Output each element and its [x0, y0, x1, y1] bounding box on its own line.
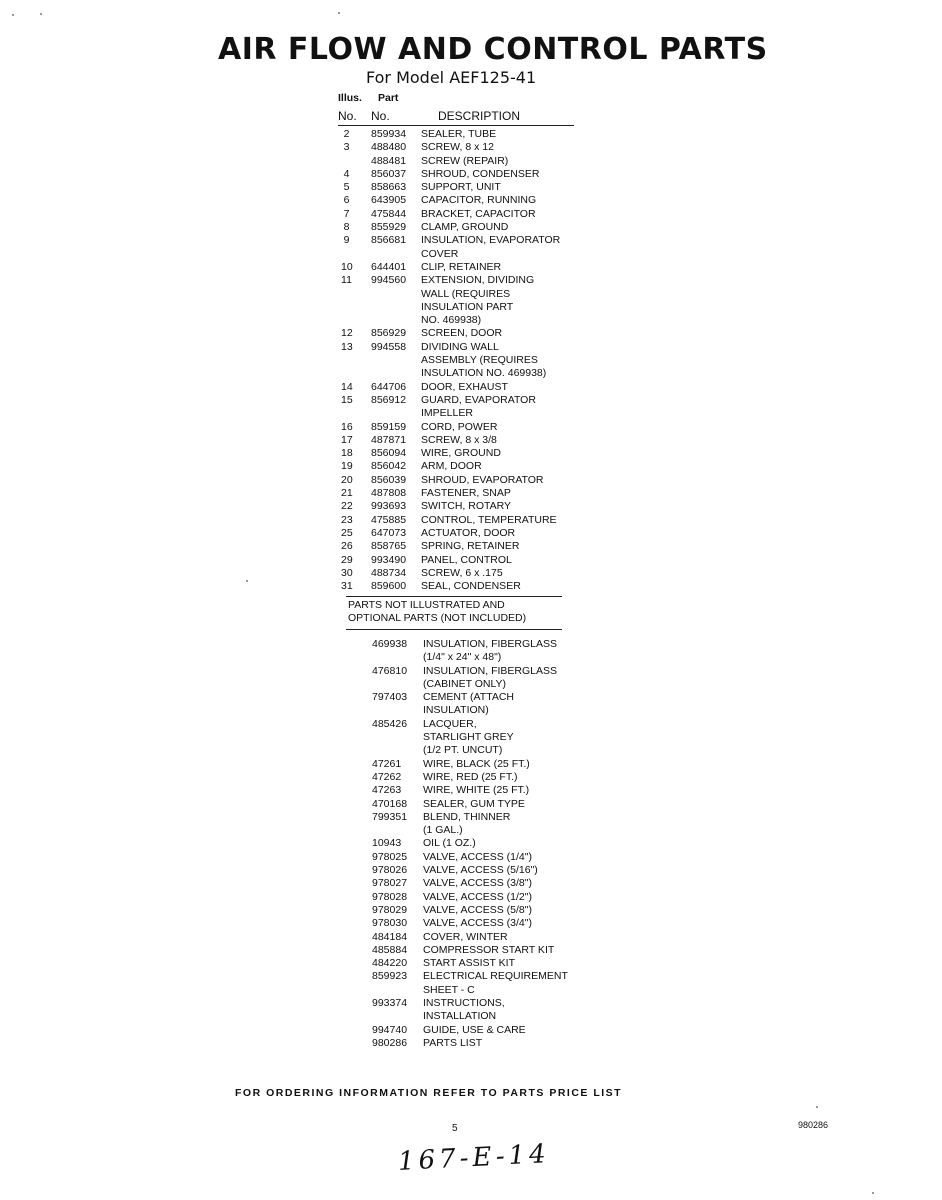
optional-parts-row — [372, 957, 632, 970]
part-description: SPRING, RETAINER — [421, 540, 520, 553]
part-no — [352, 288, 421, 301]
illus-no: 17 — [341, 433, 353, 446]
illus-no: 29 — [341, 553, 353, 566]
parts-row — [338, 381, 628, 394]
part-description: SHROUD, CONDENSER — [421, 167, 540, 180]
optional-parts-row — [372, 798, 632, 811]
optional-parts-row — [372, 1037, 632, 1050]
parts-row — [338, 341, 628, 354]
part-no: 644706 — [371, 380, 407, 393]
part-description: PANEL, CONTROL — [421, 553, 512, 566]
parts-row — [338, 421, 628, 434]
optional-parts-row — [372, 1024, 632, 1037]
parts-row — [338, 301, 628, 314]
part-description: GUARD, EVAPORATOR — [421, 393, 536, 406]
part-description: ACTUATOR, DOOR — [421, 526, 516, 539]
scan-speck — [338, 12, 340, 14]
part-description: START ASSIST KIT — [423, 957, 516, 970]
optional-parts-row — [372, 665, 632, 678]
part-no: 859600 — [371, 580, 407, 593]
illus-no — [338, 407, 352, 420]
optional-parts-row — [372, 704, 632, 717]
illus-no — [338, 288, 352, 301]
part-description: DOOR, EXHAUST — [421, 380, 508, 393]
scan-speck — [246, 580, 248, 582]
parts-row — [338, 168, 628, 181]
part-description: INSTALLATION — [423, 1010, 497, 1023]
part-description: INSULATION, EVAPORATOR — [421, 234, 561, 247]
part-no: 978026 — [372, 864, 408, 877]
part-no: 994558 — [371, 340, 407, 353]
part-description: (1/4" x 24" x 48") — [423, 651, 502, 664]
part-description: VALVE, ACCESS (5/16") — [423, 864, 538, 877]
part-no: 859159 — [371, 420, 407, 433]
part-description: IMPELLER — [421, 407, 473, 420]
parts-row — [338, 221, 628, 234]
parts-row — [338, 314, 628, 327]
optional-parts-row — [372, 744, 632, 757]
optional-parts-row — [372, 678, 632, 691]
part-description: VALVE, ACCESS (3/4") — [423, 917, 532, 930]
optional-parts-row — [372, 1010, 632, 1023]
parts-row — [338, 367, 628, 380]
parts-row — [338, 540, 628, 553]
optional-parts-row — [372, 731, 632, 744]
part-no: 993693 — [371, 500, 407, 513]
part-description: EXTENSION, DIVIDING — [421, 274, 535, 287]
part-no — [372, 1010, 423, 1023]
parts-list — [338, 128, 628, 593]
illus-no: 26 — [341, 540, 353, 553]
scan-speck — [40, 13, 42, 15]
part-description: INSULATION NO. 469938) — [421, 367, 547, 380]
part-no: 859923 — [372, 970, 408, 983]
illus-no: 5 — [343, 181, 350, 194]
part-no: 475885 — [371, 513, 407, 526]
part-description: SHROUD, EVAPORATOR — [421, 473, 544, 486]
part-no: 470168 — [372, 797, 408, 810]
part-description: INSTRUCTIONS, — [423, 997, 505, 1010]
part-no — [352, 301, 421, 314]
parts-row — [338, 447, 628, 460]
scan-speck — [872, 1192, 874, 1194]
optional-parts-list — [372, 638, 632, 1050]
part-no: 856912 — [371, 393, 407, 406]
handwritten-note: 167-E-14 — [397, 1139, 551, 1177]
part-description: DIVIDING WALL — [421, 340, 499, 353]
parts-row — [338, 288, 628, 301]
part-description: INSULATION, FIBERGLASS — [423, 664, 558, 677]
illus-no: 30 — [341, 566, 353, 579]
part-no: 487808 — [371, 487, 407, 500]
part-no: 10943 — [372, 837, 402, 850]
optional-parts-row — [372, 997, 632, 1010]
optional-parts-row — [372, 864, 632, 877]
illus-no: 16 — [341, 420, 353, 433]
optional-parts-row — [372, 824, 632, 837]
part-description: INSULATION PART — [421, 300, 514, 313]
part-no: 859934 — [371, 128, 407, 140]
illus-no: 9 — [343, 234, 350, 247]
part-no: 644401 — [371, 260, 407, 273]
parts-row — [338, 208, 628, 221]
part-description: (CABINET ONLY) — [423, 677, 507, 690]
optional-parts-row — [372, 891, 632, 904]
part-description: (1/2 PT. UNCUT) — [423, 744, 503, 757]
illus-no: 8 — [343, 221, 350, 234]
parts-row — [338, 274, 628, 287]
part-description: CLAMP, GROUND — [421, 221, 509, 234]
part-no: 488734 — [371, 566, 407, 579]
ordering-info-footer: FOR ORDERING INFORMATION REFER TO PARTS PRICE LIST — [235, 1087, 623, 1099]
part-no: 856037 — [371, 167, 407, 180]
part-description: CLIP, RETAINER — [421, 260, 502, 273]
part-description: SHEET - C — [423, 983, 475, 996]
part-description: CAPACITOR, RUNNING — [421, 194, 537, 207]
part-description: (1 GAL.) — [423, 824, 463, 837]
illus-no: 4 — [343, 167, 350, 180]
table-header-bottom — [338, 109, 574, 126]
model-subtitle: For Model AEF125-41 — [366, 68, 537, 87]
part-description: STARLIGHT GREY — [423, 731, 514, 744]
optional-parts-row — [372, 771, 632, 784]
part-no: 978028 — [372, 890, 408, 903]
illus-no: 3 — [343, 141, 350, 154]
parts-row — [338, 141, 628, 154]
part-no — [352, 354, 421, 367]
illus-no: 12 — [341, 327, 353, 340]
part-no: 978027 — [372, 877, 408, 890]
parts-row — [338, 128, 628, 141]
part-no: 994740 — [372, 1023, 408, 1036]
optional-header-line: OPTIONAL PARTS (NOT INCLUDED) — [348, 612, 527, 625]
illus-no: 21 — [341, 487, 353, 500]
header-part: Part — [378, 92, 399, 104]
illus-no: 15 — [341, 393, 353, 406]
part-description: SCREW, 8 x 3/8 — [421, 433, 497, 446]
illus-no: 13 — [341, 340, 353, 353]
part-description: CEMENT (ATTACH — [423, 691, 514, 704]
part-description: VALVE, ACCESS (1/4") — [423, 850, 532, 863]
scan-speck — [816, 1106, 818, 1108]
illus-no: 20 — [341, 473, 353, 486]
optional-parts-row — [372, 718, 632, 731]
illus-no — [338, 248, 352, 261]
parts-row — [338, 567, 628, 580]
illus-no: 25 — [341, 526, 353, 539]
parts-row — [338, 261, 628, 274]
part-description: COVER — [421, 247, 459, 260]
part-description: FASTENER, SNAP — [421, 487, 511, 500]
illus-no — [338, 367, 352, 380]
part-description: COMPRESSOR START KIT — [423, 943, 555, 956]
part-no — [372, 731, 423, 744]
optional-parts-row — [372, 837, 632, 850]
optional-parts-row — [372, 851, 632, 864]
part-description: NO. 469938) — [421, 314, 482, 327]
part-no: 797403 — [372, 691, 408, 704]
parts-row — [338, 580, 628, 593]
part-no — [372, 678, 423, 691]
part-no: 856929 — [371, 327, 407, 340]
part-no — [352, 314, 421, 327]
parts-row — [338, 248, 628, 261]
optional-parts-row — [372, 970, 632, 983]
part-description: SCREW, 8 x 12 — [421, 141, 494, 154]
illus-no: 10 — [341, 260, 353, 273]
optional-parts-row — [372, 931, 632, 944]
illus-no — [338, 301, 352, 314]
optional-parts-row — [372, 651, 632, 664]
illus-no: 7 — [343, 207, 350, 220]
optional-parts-row — [372, 811, 632, 824]
illus-no: 11 — [341, 274, 352, 287]
part-no: 978029 — [372, 903, 408, 916]
part-no — [372, 744, 423, 757]
part-no: 856039 — [371, 473, 407, 486]
part-description: INSULATION, FIBERGLASS — [423, 638, 558, 650]
illus-no: 19 — [341, 460, 353, 473]
part-no: 47262 — [372, 770, 402, 783]
part-description: BLEND, THINNER — [423, 810, 511, 823]
illus-no: 23 — [341, 513, 353, 526]
parts-row — [338, 194, 628, 207]
part-no: 475844 — [371, 207, 407, 220]
document-number: 980286 — [798, 1120, 829, 1130]
optional-parts-header — [346, 596, 562, 630]
part-no: 488480 — [371, 141, 407, 154]
part-no: 856681 — [371, 234, 407, 247]
part-no: 488481 — [371, 154, 407, 167]
parts-row — [338, 434, 628, 447]
part-description: ARM, DOOR — [421, 460, 482, 473]
scan-speck — [12, 14, 14, 16]
header-illus-no: No. — [338, 109, 357, 123]
part-description: SEALER, TUBE — [421, 128, 497, 140]
parts-row — [338, 527, 628, 540]
part-description: SWITCH, ROTARY — [421, 500, 512, 513]
page-title: AIR FLOW AND CONTROL PARTS — [218, 32, 768, 67]
illus-no: 31 — [341, 580, 353, 593]
optional-parts-row — [372, 784, 632, 797]
part-description: SCREEN, DOOR — [421, 327, 503, 340]
part-no: 858765 — [371, 540, 407, 553]
optional-parts-row — [372, 877, 632, 890]
part-no: 799351 — [372, 810, 408, 823]
part-no: 47263 — [372, 784, 402, 797]
optional-parts-row — [372, 638, 632, 651]
illus-no: 2 — [343, 128, 350, 140]
part-description: WIRE, WHITE (25 FT.) — [423, 784, 530, 797]
part-no: 487871 — [371, 433, 407, 446]
part-no: 643905 — [371, 194, 407, 207]
part-description: WALL (REQUIRES — [421, 287, 511, 300]
part-description: SEALER, GUM TYPE — [423, 797, 525, 810]
part-no — [352, 248, 421, 261]
part-description: SCREW (REPAIR) — [421, 154, 509, 167]
parts-row — [338, 500, 628, 513]
part-no: 980286 — [372, 1036, 408, 1049]
part-no: 978025 — [372, 850, 408, 863]
part-description: VALVE, ACCESS (1/2") — [423, 890, 532, 903]
optional-parts-row — [372, 758, 632, 771]
part-no: 993374 — [372, 997, 408, 1010]
part-no — [372, 824, 423, 837]
parts-row — [338, 155, 628, 168]
part-no — [352, 407, 421, 420]
part-no: 485426 — [372, 717, 408, 730]
illus-no: 18 — [341, 447, 353, 460]
parts-row — [338, 181, 628, 194]
part-description: VALVE, ACCESS (3/8") — [423, 877, 532, 890]
part-description: BRACKET, CAPACITOR — [421, 207, 536, 220]
part-no — [352, 367, 421, 380]
optional-parts-row — [372, 944, 632, 957]
parts-row — [338, 514, 628, 527]
parts-row — [338, 234, 628, 247]
parts-row — [338, 354, 628, 367]
parts-row — [338, 487, 628, 500]
optional-parts-row — [372, 904, 632, 917]
page-number: 5 — [452, 1123, 458, 1134]
part-description: VALVE, ACCESS (5/8") — [423, 903, 532, 916]
part-description: COVER, WINTER — [423, 930, 508, 943]
part-description: PARTS LIST — [423, 1036, 483, 1049]
optional-parts-row — [372, 917, 632, 930]
part-description: CORD, POWER — [421, 420, 498, 433]
optional-header-line: PARTS NOT ILLUSTRATED AND — [348, 599, 505, 611]
part-description: WIRE, RED (25 FT.) — [423, 770, 518, 783]
part-no: 858663 — [371, 181, 407, 194]
parts-row — [338, 554, 628, 567]
illus-no: 14 — [341, 380, 353, 393]
parts-row — [338, 327, 628, 340]
part-description: ASSEMBLY (REQUIRES — [421, 354, 538, 367]
part-no: 856094 — [371, 447, 407, 460]
part-description: ELECTRICAL REQUIREMENT — [423, 970, 568, 983]
part-description: INSULATION) — [423, 704, 489, 717]
parts-row — [338, 407, 628, 420]
part-no: 485884 — [372, 943, 408, 956]
part-no: 647073 — [371, 526, 407, 539]
part-no: 855929 — [371, 221, 407, 234]
illus-no — [338, 155, 352, 168]
part-description: SCREW, 6 x .175 — [421, 566, 503, 579]
table-header-top — [338, 92, 399, 104]
part-no: 856042 — [371, 460, 407, 473]
part-no — [372, 984, 423, 997]
header-description: DESCRIPTION — [438, 109, 521, 123]
part-description: WIRE, GROUND — [421, 447, 501, 460]
part-no: 484220 — [372, 957, 408, 970]
part-no: 993490 — [371, 553, 407, 566]
part-description: WIRE, BLACK (25 FT.) — [423, 757, 530, 770]
illus-no: 22 — [341, 500, 353, 513]
parts-row — [338, 474, 628, 487]
part-no: 476810 — [372, 664, 408, 677]
part-description: LACQUER, — [423, 717, 477, 730]
parts-row — [338, 460, 628, 473]
illus-no: 6 — [343, 194, 350, 207]
header-illus: Illus. — [338, 92, 362, 104]
optional-parts-row — [372, 984, 632, 997]
header-part-no: No. — [371, 109, 390, 123]
part-description: SEAL, CONDENSER — [421, 580, 521, 593]
part-description: OIL (1 OZ.) — [423, 837, 476, 850]
illus-no — [338, 354, 352, 367]
part-no — [372, 651, 423, 664]
parts-row — [338, 394, 628, 407]
part-no: 484184 — [372, 930, 408, 943]
part-no: 994560 — [371, 274, 407, 287]
part-no — [372, 704, 423, 717]
optional-parts-row — [372, 691, 632, 704]
part-no: 978030 — [372, 917, 408, 930]
part-no: 47261 — [372, 757, 402, 770]
illus-no — [338, 314, 352, 327]
part-description: SUPPORT, UNIT — [421, 181, 501, 194]
part-description: GUIDE, USE & CARE — [423, 1023, 526, 1036]
part-no: 469938 — [372, 638, 408, 650]
part-description: CONTROL, TEMPERATURE — [421, 513, 557, 526]
